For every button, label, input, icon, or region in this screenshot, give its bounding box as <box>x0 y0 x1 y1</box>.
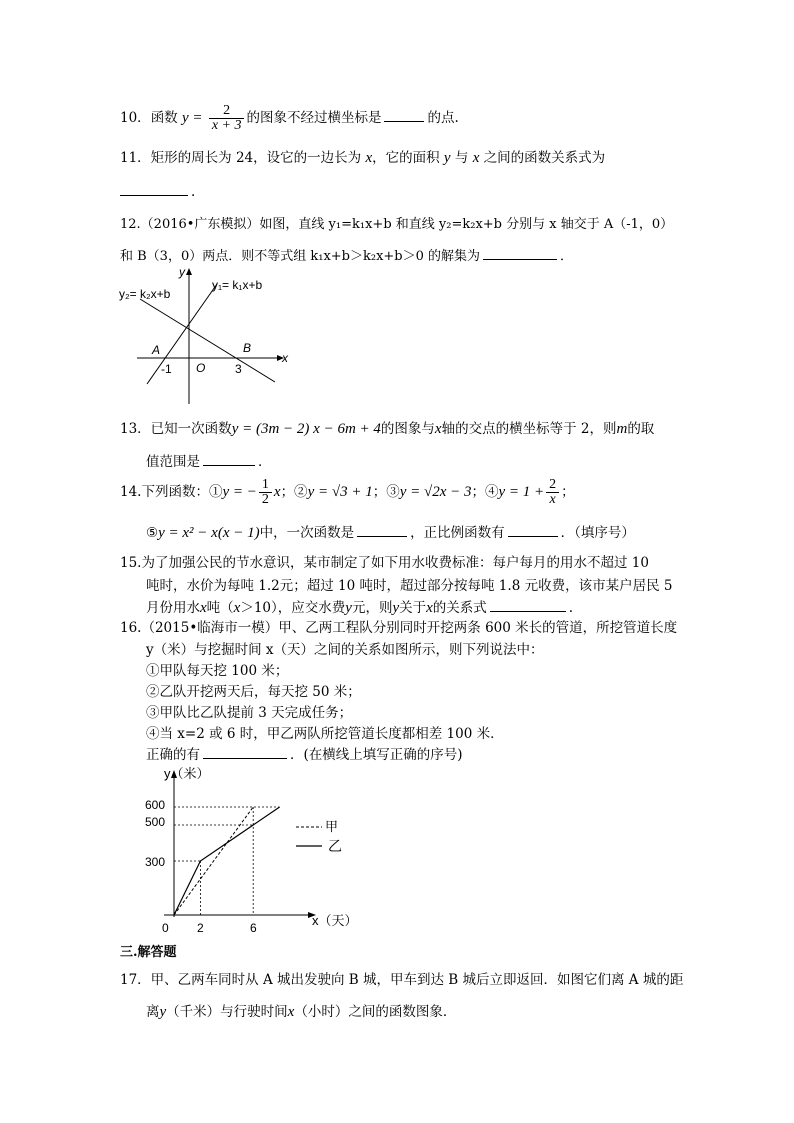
tick-neg1: -1 <box>161 362 172 376</box>
q17-line1: 17．甲、乙两车同时从 A 城出发驶向 B 城，甲车到达 B 城后立即返回．如图它们离 A 城的距 <box>120 972 684 988</box>
q16-statement-3: ③甲队比乙队提前 3 天完成任务； <box>146 705 353 721</box>
xtick-2: 2 <box>197 921 204 935</box>
answer-blank[interactable] <box>120 194 188 196</box>
ytick-300: 300 <box>145 855 166 869</box>
axis-x-label: x <box>282 351 288 365</box>
q11-line2: . <box>120 186 195 200</box>
q12-line1: 12.（2016•广东模拟）如图，直线 y₁=k₁x+b 和直线 y₂=k₂x+b 分别与 x 轴交于 A（-1，0） <box>120 217 674 232</box>
q12-line2: 和 B（3，0）两点．则不等式组 k₁x+b＞k₂x+b＞0 的解集为 ． <box>120 249 574 264</box>
axis-y-label: y <box>179 265 185 279</box>
answer-blank[interactable] <box>490 610 566 612</box>
point-b-label: B <box>243 341 252 355</box>
point-a-label: A <box>152 343 161 357</box>
ytick-600: 600 <box>145 798 166 812</box>
legend-yi-label: 乙 <box>328 838 342 854</box>
answer-blank[interactable] <box>508 535 558 537</box>
series-line-0 <box>174 807 253 915</box>
legend-jia-label: 甲 <box>325 819 339 834</box>
q10: 10．函数 y = $\frac{2}{x + 3}$ 的图象不经过横坐标是 的点. <box>120 103 459 133</box>
origin-label: 0 <box>162 921 169 935</box>
q11-line1: 11．矩形的周长为 24，设它的一边长为 x，它的面积 y 与 x 之间的函数关系式为 <box>120 150 606 166</box>
y2-label: y₂= k₂x+b <box>119 287 171 301</box>
q16-line1: 16.（2015•临海市一模）甲、乙两工程队分别同时开挖两条 600 米长的管道，所挖管道长度 <box>120 620 678 636</box>
q17-line2: 离y（千米）与行驶时间x（小时）之间的函数图象． <box>146 1004 457 1020</box>
q14-line1: 14.下列函数：①y = − $\frac{1}{2}$ x；②y = √3 + 1；③y = √2x − 3；④y = 1 + $\frac{2}{x}$ ； <box>120 477 575 507</box>
ytick-500: 500 <box>145 815 166 829</box>
answer-blank[interactable] <box>357 535 407 537</box>
series-lines <box>174 807 280 915</box>
q15-line1: 15.为了加强公民的节水意识，某市制定了如下用水收费标准：每户每月的用水不超过 10 <box>120 555 649 571</box>
q16-line2: y（米）与挖掘时间 x（天）之间的关系如图所示，则下列说法中： <box>146 642 544 658</box>
y-axis-title: y（米） <box>164 766 210 781</box>
y1-label: y₁= k₁x+b <box>212 278 263 292</box>
x-axis-title: x（天） <box>312 913 358 928</box>
q13-line1: 13．已知一次函数y = (3m − 2) x − 6m + 4的图象与x轴的交点的横坐标等于 2，则m的取 <box>120 421 655 437</box>
q14-line2: ⑤y = x² − x(x − 1)中，一次函数是 ，正比例函数有 ．（填序号） <box>146 525 635 541</box>
q16-statement-1: ①甲队每天挖 100 米； <box>146 663 289 679</box>
answer-blank[interactable] <box>483 258 557 260</box>
q10-fraction: $\frac{2}{x + 3}$ <box>209 104 245 133</box>
y-axis-arrow <box>186 268 192 275</box>
answer-blank[interactable] <box>384 120 424 122</box>
q16-statement-4: ④当 x=2 或 6 时，甲乙两队所挖管道长度都相差 100 米． <box>146 726 504 742</box>
q13-line2: 值范围是 ． <box>146 454 272 470</box>
q16-statement-2: ②乙队开挖两天后，每天挖 50 米； <box>146 684 361 700</box>
tick-3: 3 <box>235 362 242 376</box>
q12-graph <box>112 262 302 406</box>
q15-line3: 月份用水x吨（x＞10），应交水费y元，则y关于x的关系式 . <box>146 600 574 616</box>
q16-chart <box>140 762 390 940</box>
answer-blank[interactable] <box>203 464 255 466</box>
guide-lines <box>174 807 280 915</box>
origin-label: O <box>196 361 206 375</box>
answer-blank[interactable] <box>203 757 287 759</box>
xtick-6: 6 <box>250 921 257 935</box>
q16-answer-line: 正确的有 ．(在横线上填写正确的序号) <box>146 747 463 763</box>
q15-line2: 吨时，水价为每吨 1.2元；超过 10 吨时，超过部分按每吨 1.8 元收费，该市某户居民 5 <box>146 578 673 594</box>
series-line-1 <box>174 807 280 915</box>
section-title: 三.解答题 <box>120 945 177 960</box>
